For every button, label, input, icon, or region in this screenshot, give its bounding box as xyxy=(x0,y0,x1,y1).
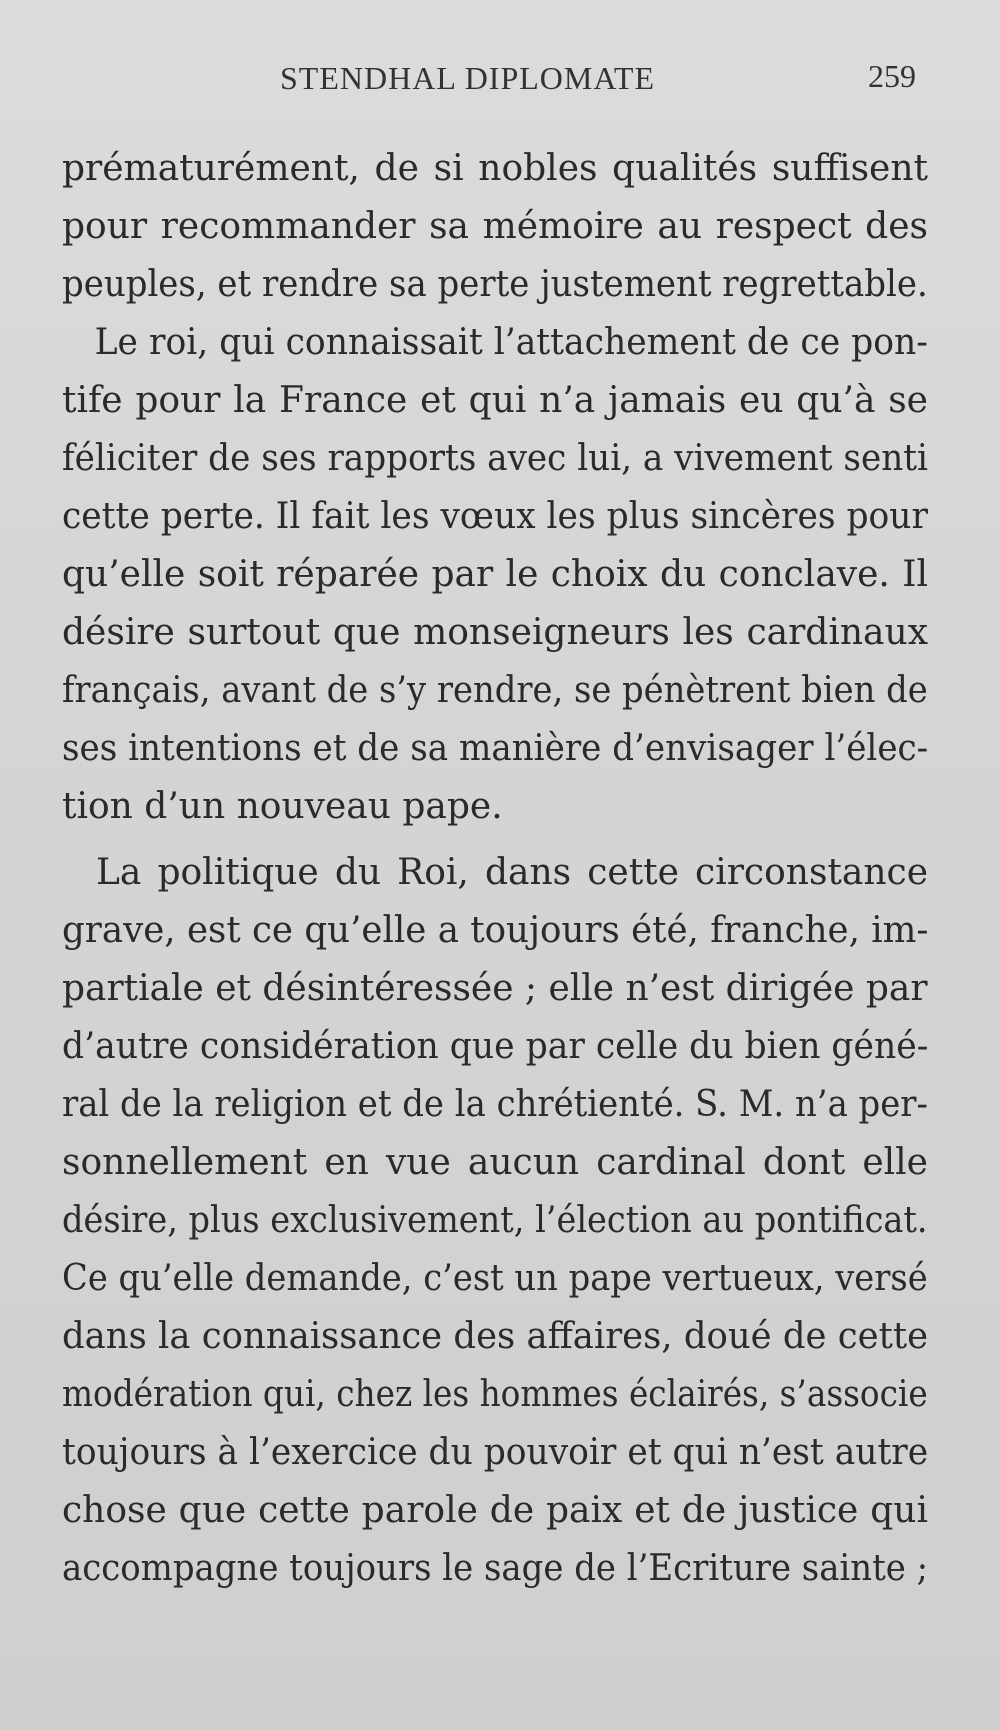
paragraph-1 xyxy=(62,140,928,314)
text-line: sonnellement en vue aucun cardinal dont elle xyxy=(62,1142,928,1183)
text-line: Ce qu’elle demande, c’est un pape vertueux, versé xyxy=(62,1258,928,1299)
text-line: peuples, et rendre sa perte justement regrettable. xyxy=(62,264,928,305)
page-number: 259 xyxy=(868,58,916,94)
paragraph-3 xyxy=(62,844,928,1598)
text-line: désire surtout que monseigneurs les cardinaux xyxy=(62,612,928,653)
running-title: STENDHAL DIPLOMATE xyxy=(280,60,656,96)
text-line: prématurément, de si nobles qualités suffisent xyxy=(62,148,928,189)
text-line: Le roi, qui connaissait l’attachement de ce pon- xyxy=(94,322,928,363)
text-line: féliciter de ses rapports avec lui, a vivement senti xyxy=(62,438,928,479)
paragraph-2 xyxy=(62,314,928,836)
text-line: partiale et désintéressée ; elle n’est dirigée par xyxy=(62,968,928,1009)
text-line: tion d’un nouveau pape. xyxy=(62,786,503,827)
text-line: accompagne toujours le sage de l’Ecriture sainte ; xyxy=(62,1548,929,1589)
text-line: La politique du Roi, dans cette circonstance xyxy=(96,852,928,893)
text-line: d’autre considération que par celle du bien géné- xyxy=(62,1026,929,1067)
text-line: dans la connaissance des affaires, doué de cette xyxy=(62,1316,929,1357)
text-line: chose que cette parole de paix et de justice qui xyxy=(62,1490,928,1531)
text-line: pour recommander sa mémoire au respect des xyxy=(62,206,928,247)
text-line: ral de la religion et de la chrétienté. S. M. n’a per- xyxy=(62,1084,928,1125)
body-text xyxy=(62,140,928,1598)
text-line: désire, plus exclusivement, l’élection au pontificat. xyxy=(62,1200,928,1241)
text-line: qu’elle soit réparée par le choix du conclave. Il xyxy=(62,554,928,595)
text-line: français, avant de s’y rendre, se pénètrent bien de xyxy=(62,670,928,711)
paragraph-gap xyxy=(62,836,928,844)
text-line: tife pour la France et qui n’a jamais eu qu’à se xyxy=(62,380,928,421)
text-line: ses intentions et de sa manière d’envisager l’élec- xyxy=(62,728,929,769)
running-head xyxy=(0,60,1000,110)
text-line: modération qui, chez les hommes éclairés, s’associe xyxy=(62,1374,928,1415)
text-line: grave, est ce qu’elle a toujours été, franche, im- xyxy=(62,910,929,951)
text-line: toujours à l’exercice du pouvoir et qui n’est autre xyxy=(62,1432,929,1473)
text-line: cette perte. Il fait les vœux les plus sincères pour xyxy=(62,496,928,537)
